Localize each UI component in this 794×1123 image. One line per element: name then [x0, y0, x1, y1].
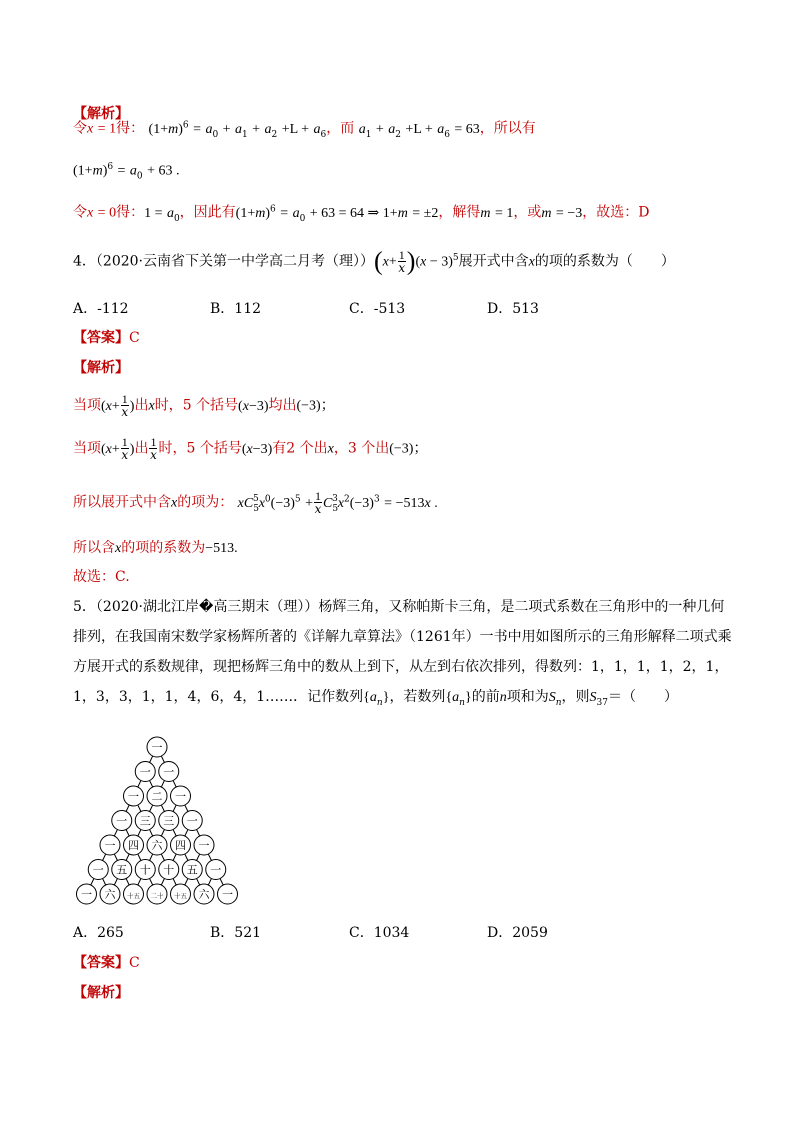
q5-option-c: C．1034 — [349, 925, 410, 941]
triangle-node-label: 一 — [175, 790, 186, 803]
triangle-node-label: 十 — [163, 863, 175, 877]
q4-option-c: C．-513 — [349, 301, 406, 317]
triangle-node-label: 一 — [116, 814, 128, 828]
triangle-node-label: 一 — [151, 741, 163, 754]
q3-line-3: 令x = 0得：$1 = a_0$，因此有$(1+m)^6 = a_0 + 63 = 64$ ⇒ 1+m = ±2，解得m = 1，或m = −3，故选：D — [73, 204, 650, 224]
triangle-connector — [150, 781, 153, 787]
triangle-connector — [138, 854, 141, 860]
triangle-node-label: 六 — [151, 839, 163, 852]
triangle-connector — [197, 854, 200, 860]
q5-option-d: D．2059 — [487, 925, 548, 941]
q4-option-a: A．-112 — [73, 301, 129, 317]
q5-option-a: A．265 — [73, 925, 124, 941]
triangle-node-label: 三 — [163, 814, 175, 828]
triangle-connector — [138, 781, 141, 787]
q4-expansion: 所以展开式中含x的项为： $xC_5^5x^0(-3)^5$ + $\frac{1}{x}$ $C_5^3x^2(-3)^3 = -513x$ . — [73, 489, 438, 517]
q4-step-2: 当项(x+ $\frac{1}{x}$ )出 $\frac{1}{x}$ 时，5 个括号(x−3)有2 个出x，3 个出(−3)； — [73, 435, 428, 462]
triangle-connector — [114, 830, 117, 836]
analysis-label-3: 【解析】 — [73, 985, 129, 1001]
yanghui-triangle-figure — [66, 732, 286, 912]
triangle-node-label: 一 — [210, 863, 222, 877]
q4-coefficient: 所以含x的项的系数为−513. — [73, 540, 238, 556]
q4-step-1: 当项(x+ $\frac{1}{x}$ )出x时，5 个括号(x−3)均出(−3)； — [73, 392, 335, 419]
triangle-connector — [173, 830, 176, 836]
triangle-node-label: 十 — [139, 863, 151, 877]
q4-option-b: B．112 — [210, 301, 262, 317]
triangle-connector — [197, 830, 200, 836]
triangle-connector — [138, 879, 141, 885]
triangle-node-label: 一 — [128, 790, 139, 803]
triangle-connector — [185, 879, 188, 885]
triangle-connector — [138, 805, 141, 811]
triangle-node-label: 一 — [163, 765, 175, 779]
triangle-connector — [103, 854, 106, 860]
triangle-node-label: 一 — [92, 863, 104, 877]
triangle-connector — [126, 854, 129, 860]
triangle-connector — [161, 830, 164, 836]
triangle-node-label: 一 — [186, 814, 198, 828]
triangle-connector — [91, 879, 94, 885]
triangle-connector — [185, 854, 188, 860]
triangle-connector — [126, 830, 129, 836]
triangle-node-label: 十五 — [127, 892, 140, 900]
triangle-connector — [114, 879, 117, 885]
triangle-connector — [150, 756, 153, 762]
q4-answer: 【答案】C — [73, 330, 140, 346]
triangle-connector — [161, 805, 164, 811]
q4-stem: 4．（2020·云南省下关第一中学高二月考（理））(x+ $\frac{1}{x}$ )$(x - 3)^5$展开式中含x的项的系数为（ ） — [73, 246, 675, 276]
triangle-connector — [150, 805, 153, 811]
triangle-node-label: 五 — [116, 863, 128, 877]
triangle-connector — [161, 756, 164, 762]
q3-line-1: 令x = 1得： $(1+m)^6 = a_0 + a_1 + a_2 +L + a_6$，而 $a_1 + a_2 +L + a_6 = 63$，所以有 — [73, 120, 536, 140]
triangle-node-label: 六 — [104, 888, 116, 901]
triangle-connector — [150, 830, 153, 836]
triangle-node-label: 一 — [104, 839, 116, 852]
analysis-label-2: 【解析】 — [73, 360, 129, 376]
triangle-connector — [150, 879, 153, 885]
triangle-node-label: 十五 — [174, 892, 187, 900]
q4-option-d: D．513 — [487, 301, 539, 317]
triangle-node-label: 四 — [175, 839, 186, 852]
triangle-connector — [197, 879, 200, 885]
q3-line-2: $(1+m)^6 = a_0 + 63$ . — [73, 162, 180, 182]
triangle-node-label: 四 — [128, 839, 139, 852]
triangle-connector — [185, 830, 188, 836]
triangle-connector — [150, 854, 153, 860]
triangle-connector — [138, 830, 141, 836]
triangle-node-label: 一 — [139, 765, 151, 779]
triangle-connector — [173, 781, 176, 787]
triangle-node-label: 一 — [222, 888, 233, 901]
q4-choice: 故选：C. — [73, 569, 130, 585]
triangle-connector — [161, 879, 164, 885]
triangle-connector — [173, 805, 176, 811]
triangle-connector — [173, 854, 176, 860]
triangle-connector — [185, 805, 188, 811]
triangle-connector — [161, 781, 164, 787]
triangle-connector — [161, 854, 164, 860]
triangle-connector — [173, 879, 176, 885]
triangle-node-label: 三 — [139, 814, 151, 828]
triangle-connector — [126, 805, 129, 811]
q5-answer: 【答案】C — [73, 955, 140, 971]
triangle-connector — [208, 854, 211, 860]
triangle-connector — [114, 854, 117, 860]
triangle-node-label: 五 — [186, 863, 198, 877]
triangle-node-label: 一 — [81, 888, 92, 901]
triangle-connector — [220, 879, 223, 885]
q5-stem: 5．（2020·湖北江岸�高三期末（理））杨辉三角，又称帕斯卡三角，是二项式系数在三角形中的一种几何排列，在我国南宋数学家杨辉所著的《详解九章算法》（1261年）一书中用如图所示的三角形解释二项式乘方展开式的系数规律，现把杨辉三角中的数从上到下，从左到右依次排列，得数列：1，1，1，1，2，1，1，3，3，1，1，4，6，4，1……．记作数列$\{a_n\}$，若数列$\{a_n\}$的前n项和为$S_n$，则$S_{37}=$（ ） — [73, 599, 732, 708]
triangle-connector — [103, 879, 106, 885]
q5-option-b: B．521 — [210, 925, 262, 941]
triangle-node-label: 六 — [198, 888, 210, 901]
analysis-label-1: 【解析】 — [73, 106, 129, 122]
triangle-connector — [208, 879, 211, 885]
triangle-node-label: 二十 — [150, 892, 164, 900]
triangle-connector — [126, 879, 129, 885]
triangle-node-label: 一 — [198, 839, 210, 852]
triangle-node-label: 二 — [151, 790, 163, 803]
